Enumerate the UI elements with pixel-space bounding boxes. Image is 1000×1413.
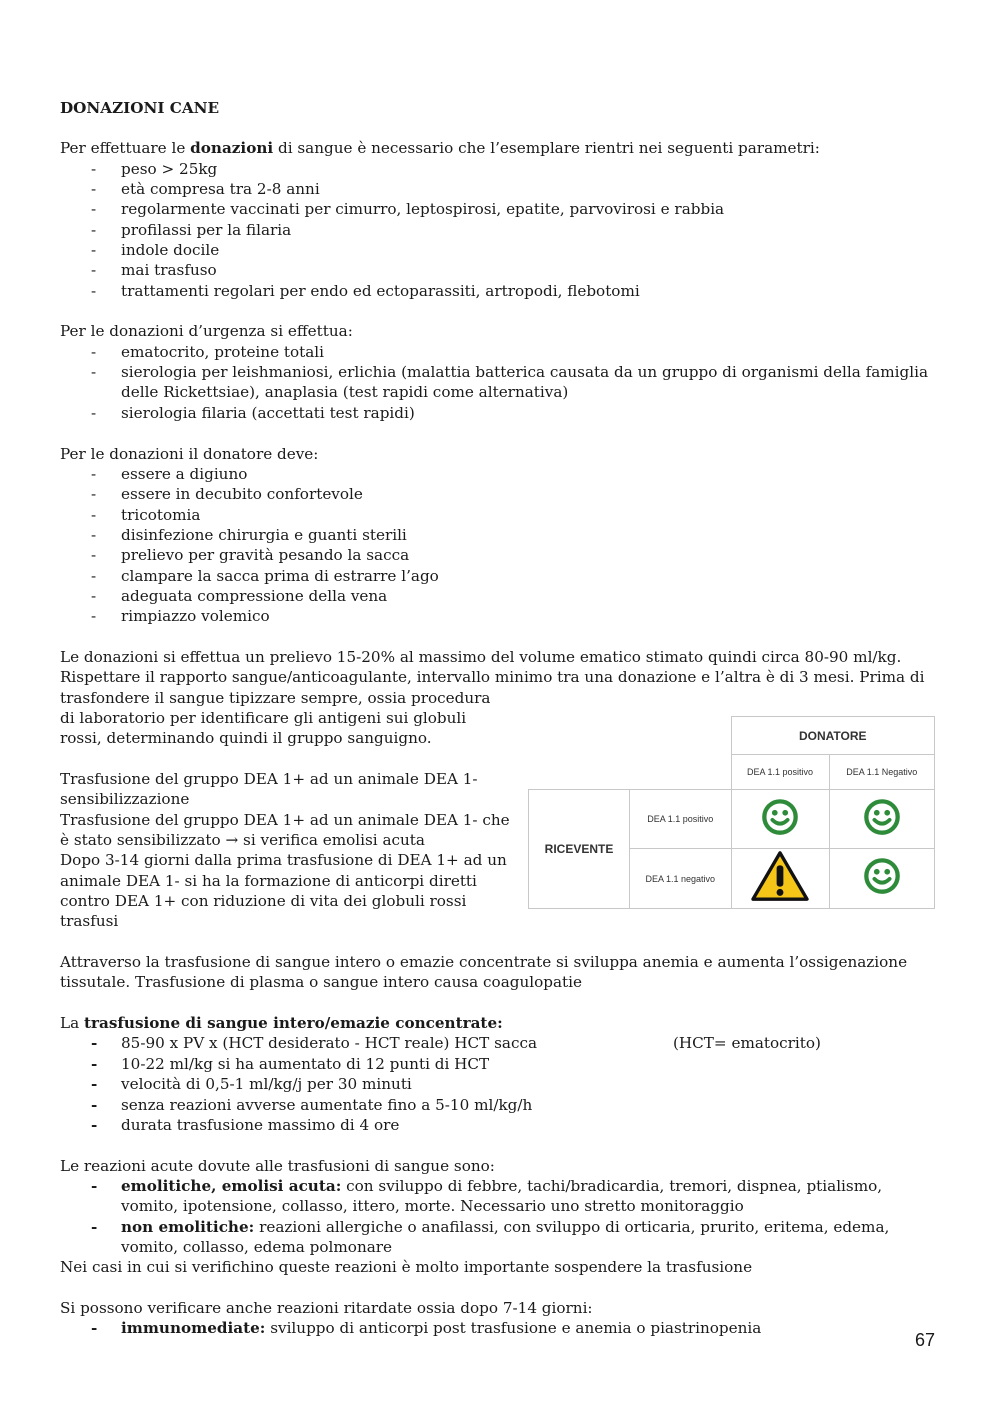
list-item: - essere a digiuno — [91, 464, 248, 483]
dea-sensitization: Trasfusione del gruppo DEA 1+ ad un animale DEA 1- sensibilizzazione — [60, 770, 478, 809]
donor-list — [60, 464, 940, 627]
urgent-intro: Per le donazioni d’urgenza si effettua: — [60, 322, 353, 341]
donation-paragraph-line1: Le donazioni si effettua un prelievo 15-20% al massimo del volume ematico stimato quindi circa 80-90 ml/kg. — [60, 647, 902, 666]
whole-blood-paragraph: Attraverso la trasfusione di sangue intero o emazie concentrate si sviluppa anemia e aumenta l’ossigenazione tissutale. Trasfusione di plasma o sangue intero causa coagulopatie — [60, 953, 908, 992]
intro-pre: Per effettuare le — [60, 139, 191, 158]
list-item: - durata trasfusione massimo di 4 ore — [91, 1115, 400, 1134]
typing-paragraph: trasfondere il sangue tipizzare sempre, ossia procedura di laboratorio per identificare gli antigeni sui globuli rossi, determinando quindi il gruppo sanguigno. — [60, 688, 491, 748]
params-list — [60, 159, 940, 301]
smiley-icon — [829, 790, 934, 849]
donor-intro: Per le donazioni il donatore deve: — [60, 444, 319, 463]
column-header: DEA 1.1 Negativo — [829, 755, 934, 790]
hct-note: (HCT= ematocrito) — [673, 1034, 821, 1053]
list-item: - rimpiazzo volemico — [91, 607, 270, 626]
list-item: - emolitiche, emolisi acuta: con sviluppo di febbre, tachi/bradicardia, tremori, dispnea, ptialismo, vomito, ipotensione, collasso, ittero, morte. Necessario uno stretto monitoraggio — [91, 1176, 883, 1216]
row-header: DEA 1.1 negativo — [630, 849, 732, 909]
list-item: - età compresa tra 2-8 anni — [91, 180, 320, 199]
intro-post: di sangue è necessario che l’esemplare rientri nei seguenti parametri: — [273, 139, 820, 158]
smiley-icon — [731, 790, 829, 849]
row-header: DEA 1.1 positivo — [630, 790, 732, 849]
warning-icon — [731, 849, 829, 909]
list-item: - immunomediate: sviluppo di anticorpi post trasfusione e anemia o piastrinopenia — [91, 1319, 762, 1338]
transfusion-heading: La trasfusione di sangue intero/emazie concentrate: — [60, 1014, 503, 1033]
dea-antibodies: Dopo 3-14 giorni dalla prima trasfusione di DEA 1+ ad un animale DEA 1- si ha la formazione di anticorpi diretti contro DEA 1+ con riduzione di vita dei globuli rossi trasfusi — [60, 851, 507, 931]
list-item: - 10-22 ml/kg si ha aumentato di 12 punti di HCT — [91, 1054, 490, 1073]
donor-header: DONATORE — [731, 717, 935, 755]
column-header: DEA 1.1 positivo — [731, 755, 829, 790]
list-item: - peso > 25kg — [91, 159, 218, 178]
page-title: DONAZIONI CANE — [60, 99, 220, 117]
donation-paragraph-line2: Rispettare il rapporto sangue/anticoagulante, intervallo minimo tra una donazione e l’altra è di 3 mesi. Prima di — [60, 668, 925, 687]
list-item: - ematocrito, proteine totali — [91, 342, 325, 361]
page-number: 67 — [915, 1330, 936, 1350]
list-item: - adeguata compressione della vena — [91, 586, 388, 605]
late-intro: Si possono verificare anche reazioni ritardate ossia dopo 7-14 giorni: — [60, 1298, 593, 1317]
intro-paragraph — [60, 138, 940, 158]
recipient-header: RICEVENTE — [529, 790, 630, 909]
list-item: - sierologia per leishmaniosi, erlichia (malattia batterica causata da un gruppo di organismi della famiglia delle Rickettsiae), anaplasia (test rapidi come alternativa) — [91, 363, 929, 402]
intro-bold: donazioni — [190, 139, 274, 158]
list-item: - non emolitiche: reazioni allergiche o anafilassi, con sviluppo di orticaria, prurito, eritema, edema, vomito, collasso, edema polmonare — [91, 1217, 890, 1256]
list-item: - profilassi per la filaria — [91, 220, 292, 239]
urgent-list — [60, 342, 940, 423]
list-item: - indole docile — [91, 241, 220, 260]
dea-acute-hemolysis: Trasfusione del gruppo DEA 1+ ad un animale DEA 1- che è stato sensibilizzato → si verifica emolisi acuta — [60, 810, 510, 850]
list-item: - prelievo per gravità pesando la sacca — [91, 546, 410, 565]
acute-list — [60, 1176, 940, 1257]
list-item: - sierologia filaria (accettati test rapidi) — [91, 403, 415, 422]
acute-intro: Le reazioni acute dovute alle trasfusioni di sangue sono: — [60, 1156, 495, 1175]
list-item: - trattamenti regolari per endo ed ectoparassiti, artropodi, flebotomi — [91, 281, 640, 300]
list-item: - 85-90 x PV x (HCT desiderato - HCT reale) HCT sacca (HCT= ematocrito) — [91, 1034, 821, 1053]
list-item: - disinfezione chirurgia e guanti sterili — [91, 525, 407, 544]
list-item: - essere in decubito confortevole — [91, 485, 363, 504]
late-list — [60, 1318, 940, 1338]
smiley-icon — [829, 849, 934, 909]
list-item: - regolarmente vaccinati per cimurro, leptospirosi, epatite, parvovirosi e rabbia — [91, 200, 725, 219]
transfusion-list — [60, 1033, 940, 1135]
list-item: - velocità di 0,5-1 ml/kg/j per 30 minuti — [91, 1075, 412, 1094]
list-item: - clampare la sacca prima di estrarre l’ago — [91, 566, 439, 585]
list-item: - tricotomia — [91, 505, 201, 524]
list-item: - mai trasfuso — [91, 261, 217, 280]
acute-note: Nei casi in cui si verifichino queste reazioni è molto importante sospendere la trasfusione — [60, 1258, 753, 1277]
list-item: - senza reazioni avverse aumentate fino a 5-10 ml/kg/h — [91, 1095, 533, 1114]
dea-compatibility-table — [528, 716, 935, 908]
